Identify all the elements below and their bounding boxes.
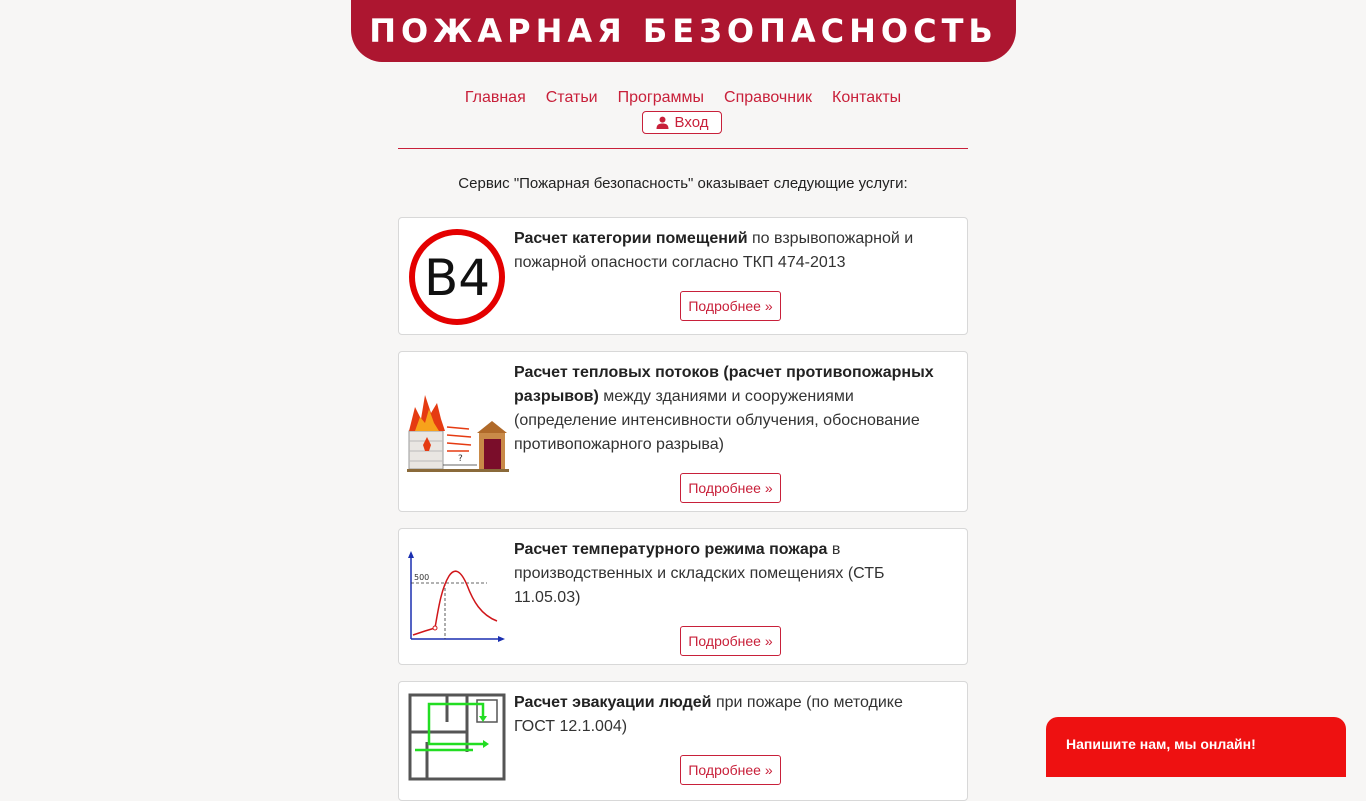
service-card-evacuation — [398, 681, 968, 801]
service-title: Расчет категории помещений — [514, 230, 748, 247]
login-button[interactable] — [642, 111, 722, 134]
more-button[interactable]: Подробнее » — [680, 755, 781, 785]
header-divider — [398, 148, 968, 149]
chat-widget-button[interactable] — [1046, 717, 1346, 777]
service-card-heat-flux — [398, 351, 968, 512]
user-icon — [656, 116, 669, 129]
service-title: Расчет эвакуации людей — [514, 694, 712, 711]
service-title: Расчет тепловых потоков (расчет противопожарных разрывов) — [514, 364, 934, 405]
intro-text: Сервис "Пожарная безопасность" оказывает следующие услуги: — [458, 175, 908, 192]
site-title: ПОЖАРНАЯ БЕЗОПАСНОСТЬ — [369, 12, 998, 50]
service-desc: в производственных и складских помещениях (СТБ 11.05.03) — [514, 541, 885, 606]
login-label: Вход — [674, 114, 709, 131]
temperature-curve-icon — [407, 549, 507, 645]
room-category-b4-icon — [407, 227, 507, 327]
service-title: Расчет температурного режима пожара — [514, 541, 828, 558]
distance-question-text: ? — [458, 454, 463, 464]
heat-flux-illustration-icon — [407, 389, 509, 473]
service-desc: по взрывопожарной и пожарной опасности согласно ТКП 474-2013 — [514, 230, 914, 271]
more-button[interactable]: Подробнее » — [680, 291, 781, 321]
service-card-fire-temperature — [398, 528, 968, 665]
nav-item-programs[interactable]: Программы — [617, 89, 705, 106]
service-description — [514, 691, 947, 739]
service-description — [514, 538, 947, 610]
evacuation-plan-icon — [407, 692, 507, 782]
more-button[interactable]: Подробнее » — [680, 473, 781, 503]
nav-item-articles[interactable]: Статьи — [545, 89, 598, 106]
service-desc: между зданиями и сооружениями (определение интенсивности облучения, обоснование противопожарного разрыва) — [514, 388, 920, 453]
site-banner — [351, 0, 1016, 62]
more-button[interactable]: Подробнее » — [680, 626, 781, 656]
chat-label: Напишите нам, мы онлайн! — [1066, 736, 1256, 752]
service-card-room-category — [398, 217, 968, 335]
temperature-tick-text: 500 — [414, 573, 430, 582]
service-description — [514, 361, 947, 457]
nav-item-reference[interactable]: Справочник — [724, 89, 813, 106]
main-nav — [0, 89, 1366, 107]
nav-item-contacts[interactable]: Контакты — [832, 89, 902, 106]
nav-item-home[interactable]: Главная — [464, 89, 526, 106]
service-desc: при пожаре (по методике ГОСТ 12.1.004) — [514, 694, 903, 735]
service-description — [514, 227, 947, 275]
b4-icon-text: B4 — [423, 249, 491, 307]
